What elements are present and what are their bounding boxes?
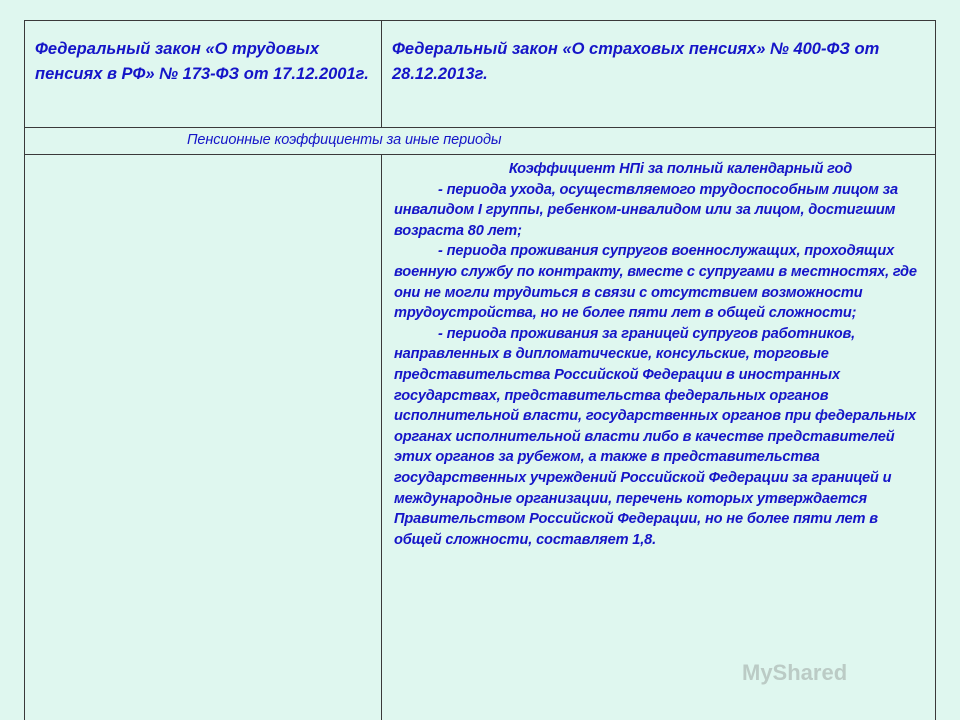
header-row: [25, 21, 936, 128]
body-left-cell: [25, 155, 382, 720]
watermark-logo: MyShared: [742, 660, 848, 685]
law-comparison-table: [24, 20, 936, 720]
paragraph-care: - периода ухода, осуществляемого трудоспособным лицом за инвалидом I группы, ребенком-инвалидом или за лицом, достигшим возраста 80 лет;: [394, 181, 898, 239]
paragraph-military-spouses: - периода проживания супругов военнослужащих, проходящих военную службу по контракту, вместе с супругами в местностях, где они не могли трудиться в связи с отсутствием возможности трудоустройства, но не более пяти лет в общей сложности;: [394, 243, 917, 322]
coefficient-title: Коэффициент НПі за полный календарный год: [508, 161, 853, 177]
body-right-cell: [382, 155, 936, 720]
header-right-law: Федеральный закон «О страховых пенсиях» № 400-ФЗ от 28.12.2013г.: [382, 21, 936, 128]
body-row: [25, 155, 936, 720]
header-left-law: Федеральный закон «О трудовых пенсиях в РФ» № 173-ФЗ от 17.12.2001г.: [25, 21, 382, 128]
section-title: Пенсионные коэффициенты за иные периоды: [25, 128, 936, 155]
paragraph-abroad-spouses: - периода проживания за границей супругов работников, направленных в дипломатические, консульские, торговые представительства Российской Федерации в иностранных государствах, представительства федеральных органов исполнительной власти, государственных органов при федеральных органах исполнительной власти либо в качестве представителей этих органов за рубежом, а также в представительства государственных учреждений Российской Федерации за границей и международные организации, перечень которых утверждается Правительством Российской Федерации, но не более пяти лет в общей сложности, составляет 1,8.: [394, 325, 916, 548]
section-row: [25, 128, 936, 155]
